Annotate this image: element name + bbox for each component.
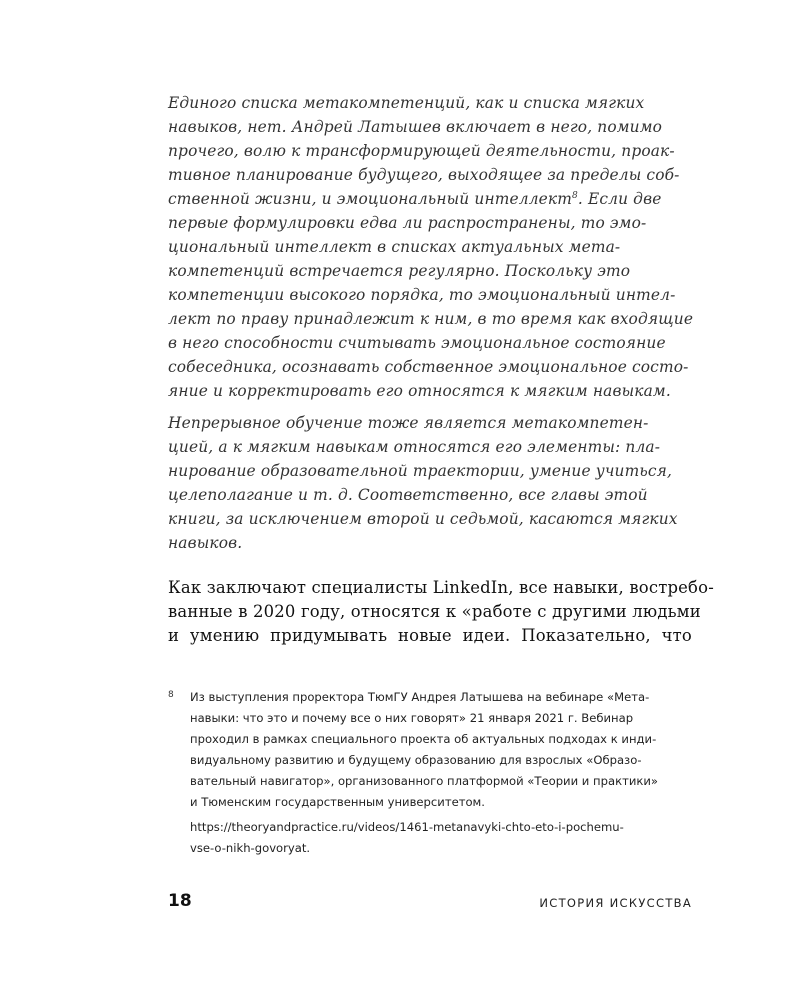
quote-line: целеполагание и т. д. Соответственно, все главы этой (168, 486, 648, 504)
quote-line (168, 190, 661, 208)
footnote-line: Из выступления проректора ТюмГУ Андрея Латышева на вебинаре «Мета- (190, 690, 650, 704)
quote-line: лект по праву принадлежит к ним, в то время как входящие (168, 310, 694, 328)
body-line: Как заключают специалисты LinkedIn, все навыки, востребо- (168, 578, 714, 597)
page-number: 18 (168, 891, 192, 911)
quote-line: книги, за исключением второй и седьмой, касаются мягких (168, 510, 678, 528)
quote-text: . Если две (577, 190, 662, 208)
quote-line: первые формулировки едва ли распространены, то эмо- (168, 214, 647, 232)
quote-line: тивное планирование будущего, выходящее за пределы соб- (168, 166, 680, 184)
quote-line: компетенций встречается регулярно. Поскольку это (168, 262, 631, 280)
footnote-line: проходил в рамках специального проекта об актуальных подходах к инди- (190, 732, 657, 746)
quote-line: прочего, волю к трансформирующей деятельности, проак- (168, 142, 675, 160)
quote-line: навыков, нет. Андрей Латышев включает в него, помимо (168, 118, 663, 136)
quote-line: циональный интеллект в списках актуальных мета- (168, 238, 621, 256)
footnote-reference[interactable]: 8 (572, 191, 578, 201)
footnote-line: вательный навигатор», организованного платформой «Теории и практики» (190, 774, 658, 788)
quote-line: яние и корректировать его относятся к мягким навыкам. (168, 382, 671, 400)
body-line: ванные в 2020 году, относятся к «работе с другими людьми (168, 602, 701, 621)
quote-line: цией, а к мягким навыкам относятся его элементы: пла- (168, 438, 661, 456)
footnote-line: и Тюменским государственным университетом. (190, 795, 485, 809)
quote-text: ственной жизни, и эмоциональный интеллект (168, 190, 572, 208)
running-head: ИСТОРИЯ ИСКУССТВА (539, 896, 692, 910)
footnote-url[interactable]: vse-o-nikh-govoryat. (190, 841, 311, 855)
footnote-line: видуальному развитию и будущему образованию для взрослых «Образо- (190, 753, 642, 767)
footnote-marker: 8 (168, 690, 174, 700)
quote-line: собеседника, осознавать собственное эмоциональное состо- (168, 358, 689, 376)
quote-line: в него способности считывать эмоциональное состояние (168, 334, 666, 352)
quote-line: навыков. (168, 534, 243, 552)
body-line: и умению придумывать новые идеи. Показательно, что (168, 626, 692, 645)
footnote-line: навыки: что это и почему все о них говорят» 21 января 2021 г. Вебинар (190, 711, 634, 725)
quote-line: Непрерывное обучение тоже является метакомпетен- (168, 414, 649, 432)
quote-line: нирование образовательной траектории, умение учиться, (168, 462, 673, 480)
quote-line: компетенции высокого порядка, то эмоциональный интел- (168, 286, 676, 304)
quote-line: Единого списка метакомпетенций, как и списка мягких (168, 94, 645, 112)
footnote-url[interactable]: https://theoryandpractice.ru/videos/1461-metanavyki-chto-eto-i-pochemu- (190, 820, 624, 834)
